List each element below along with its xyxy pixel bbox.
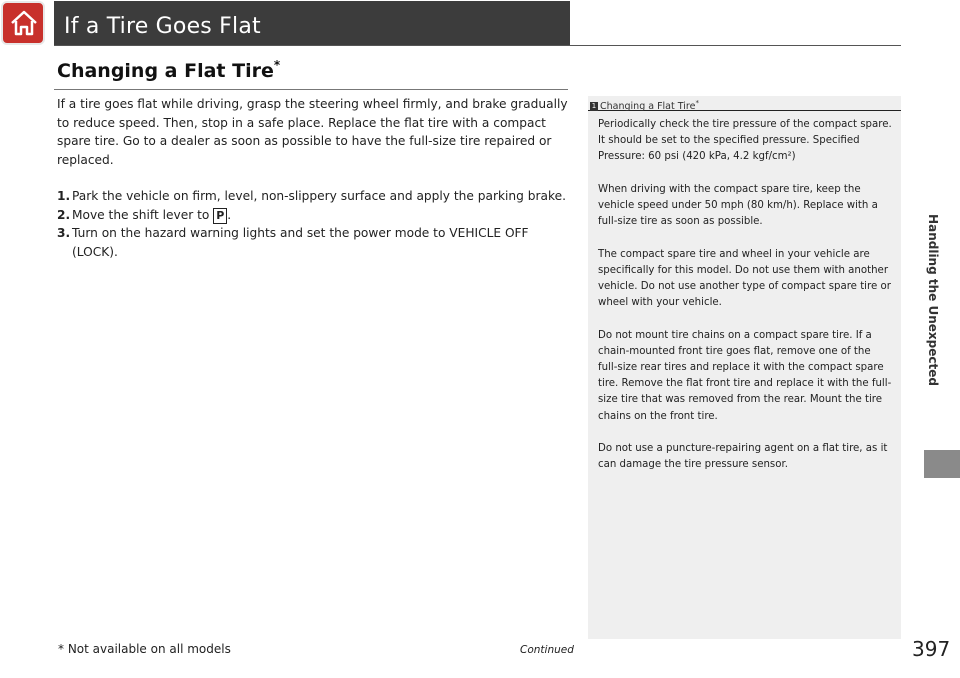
sidebar-paragraph: Do not mount tire chains on a compact spare tire. If a chain-mounted front tire goes flat, remove one of the full-size rear tires and replace it with the compact spare tire. Remove the flat front tire and replace it with the full-size tire that was removed from the rear. Mount the tire chains on the front tire. [598,329,892,422]
header-divider [54,45,901,46]
availability-marker: * [273,58,281,72]
park-symbol: P [213,208,227,224]
sidebar-paragraph: When driving with the compact spare tire, keep the vehicle speed under 50 mph (80 km/h). Replace with a full-size tire as soon as possible. [598,183,878,228]
page-title: If a Tire Goes Flat [64,14,261,39]
section-title: Changing a Flat Tire* [57,58,281,82]
sidebar-paragraph: Periodically check the tire pressure of the compact spare. It should be set to the specified pressure. Specified Pressure: 60 psi (420 kPa, 4.2 kgf/cm²) [598,119,892,163]
sidebar-text [598,117,893,490]
home-button[interactable] [1,1,45,45]
continued-label: Continued [520,644,574,656]
section-divider [54,89,568,90]
footnote: * Not available on all models [58,642,231,656]
step-1: 1. Park the vehicle on firm, level, non-slippery surface and apply the parking brake. [57,189,566,203]
step-3: 3. Turn on the hazard warning lights and set the power mode to VEHICLE OFF (LOCK). [57,226,529,259]
step-2: 2. Move the shift lever to P . [57,207,232,222]
home-icon [9,8,39,38]
sidebar-paragraph: Do not use a puncture-repairing agent on a flat tire, as it can damage the tire pressure sensor. [598,443,888,471]
main-body [57,95,572,261]
reference-icon: 1 [591,102,597,111]
page-number: 397 [912,637,951,661]
chapter-side-label: Handling the Unexpected [926,214,940,386]
intro-paragraph: If a tire goes flat while driving, grasp the steering wheel firmly, and brake gradually to reduce speed. Then, stop in a safe place. Replace the flat tire with a compact spare tire. Go to a dealer as soon as possible to have the full-size tire repaired or replaced. [57,97,568,167]
sidebar-heading: 1 Changing a Flat Tire* [588,96,901,111]
chapter-tab[interactable] [924,450,960,478]
sidebar-paragraph: The compact spare tire and wheel in your vehicle are specifically for this model. Do not use them with another vehicle. Do not use another type of compact spare tire or wheel with your vehicle. [598,248,891,309]
